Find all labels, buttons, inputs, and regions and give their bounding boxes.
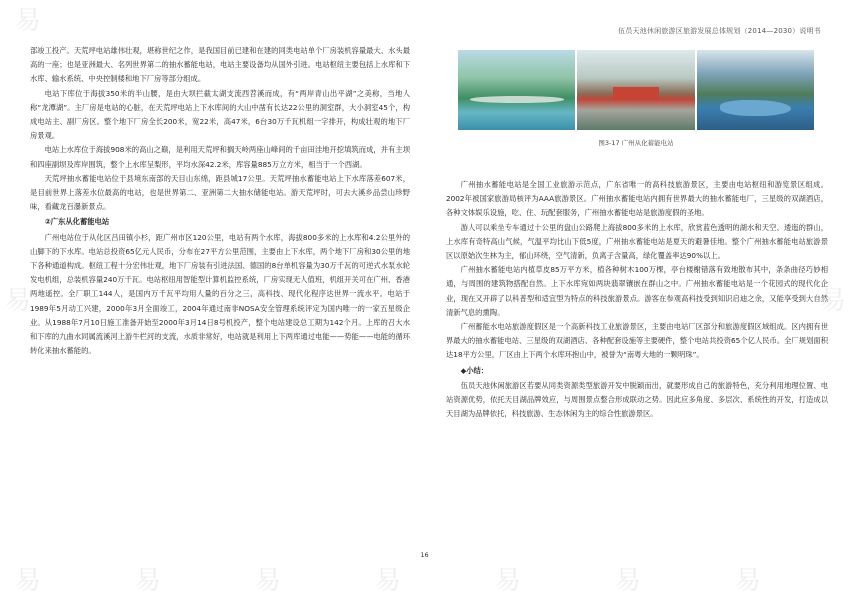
section-subheading: ◆小结： bbox=[460, 365, 489, 375]
dam-building-photo bbox=[577, 50, 694, 130]
left-column bbox=[30, 44, 410, 358]
paragraph: 电站下库位于海拔350米的半山腰，是由大坝拦截太湖支流西苕溪而成，有“两岸青山出平湖”之美称，当地人称“龙潭湖”。主厂房是电站的心脏，在天荒坪电站上下水库间的大山中凿有长达22公里的洞室群，大小洞室45个，构成电站主、副厂房区。整个地下厂房全长200米，宽22米，高47米，6台30万千瓦机组一字排开，构成壮观的地下厂房景观。 bbox=[30, 88, 410, 141]
watermark-glyph: 易 bbox=[15, 6, 42, 36]
watermark-glyph: 易 bbox=[5, 286, 32, 316]
watermark-glyph: 易 bbox=[735, 566, 762, 596]
figure-caption: 图3-17 广州从化蓄能电站 bbox=[598, 139, 674, 147]
paragraph: 广州抽水蓄能电站内植草皮85万平方米，植各种树木100万棵，亭台楼榭错落有致地散布其中，条条曲径巧妙相通，与周围的建筑物搭配自然。上下水库宛如两块翡翠镶嵌在群山之中。广州抽水蓄能电站是一个花园式的现代化企业，现在又开辟了以科普型和适宜型为特点的科技旅游景点。游客在参观高科技受到知识启迪之余，又能享受到大自然清新气息的熏陶。 bbox=[446, 265, 828, 317]
watermark-glyph: 易 bbox=[255, 566, 282, 596]
watermark-glyph: 易 bbox=[820, 286, 847, 316]
page-header: 伍员天池休闲旅游区旅游发展总体规划（2014—2030）说明书 bbox=[618, 27, 821, 35]
right-column bbox=[446, 178, 828, 421]
lake-landscape-photo bbox=[697, 50, 814, 130]
paragraph: 电站上水库位于海拔908米的高山之巅，是利用天荒坪和搁天岭两座山峰间的千亩田洼地开挖填筑而成，并有主坝和四座副坝及库岸围筑，整个上水库呈梨形，平均水深42.2米，库容量885万立方米，相当于一个西湖。 bbox=[30, 145, 410, 169]
watermark-glyph: 易 bbox=[15, 566, 42, 596]
paragraph: 部竣工投产。天荒坪电站雄伟壮观，堪称世纪之作，是我国目前已建和在建的同类电站单个厂房装机容量最大、水头最高的一座；也是亚洲最大、名列世界第二的抽水蓄能电站，电站主要设备均从国外引进。电站枢纽主要包括上水库和下水库、输水系统、中央控制楼和地下厂房等部分组成。 bbox=[30, 46, 410, 84]
page-number: 16 bbox=[420, 551, 429, 559]
watermark-glyph: 易 bbox=[135, 566, 162, 596]
paragraph: 游人可以乘坐专车通过十公里的盘山公路爬上海拔800多米的上水库，欣赏蓝色透明的湖水和天空、逶迤的群山，上水库有奇特高山气候，气温平均比山下低5度，广州抽水蓄能电站是夏天的避暑佳地。整个广州抽水蓄能电站旅游景区以原始次生林为主，郁山环绕，空气清新，负离子含量高，绿化覆盖率达90%以上。 bbox=[446, 222, 828, 261]
paragraph: 天荒坪抽水蓄能电站位于县境东南部的天目山东绵，距县城17公里。天荒坪抽水蓄能电站上下水库落差607米，是目前世界上落差水位最高的电站，也是世界第二、亚洲第二大抽水储能电站。游天荒坪时，可去大溪乡品尝山珍野味，看藏龙百瀑新景点。 bbox=[30, 173, 410, 212]
paragraph: 广州抽水蓄能电站是全国工业旅游示范点，广东省唯一的高科技旅游景区，主要由电站枢纽和游览景区组成。2002年被国家旅游局核评为AAA旅游景区。广州抽水蓄能电站内拥有世界最大的抽水蓄能电厂，三星级的双湖酒店，各种文体娱乐设施，吃、住、玩配套服务，广州抽水蓄能电站是旅游度假的圣地。 bbox=[446, 180, 828, 218]
paragraph: 广州蓄能水电站旅游度假区是一个高新科技工业旅游景区，主要由电站厂区部分和旅游度假区域组成。区内拥有世界最大的抽水蓄能电站、三星级的双湖酒店、各种配套设施等主要硬件，整个电站共投资65个亿人民币。全厂规划面积达18平方公里，厂区由上下两个水库环抱山中，被誉为“南粤大地的一颗明珠”。 bbox=[446, 322, 828, 360]
paragraph: 伍员天池休闲旅游区若要从同类资源类型旅游开发中脱颖而出，就要形成自己的旅游特色，充分利用地理位置、电站资源优势，依托天目湖品牌效应，与周围景点整合形成联动之势。因此应多角度、多层次、系统性的开发，打造成以天目湖为品牌依托，科技旅游、生态休闲为主的综合性旅游景区。 bbox=[446, 380, 828, 419]
paragraph: 广州电站位于从化区吕田镇小杉，距广州市区120公里，电站有两个水库，海拔800多米的上水库和4.2公里外的山脚下的下水库。电站总投资65亿元人民币，分布在27平方公里范围，主要由上下水库，两个地下厂房和30公里的地下各种通道构成。枢纽工程十分宏伟壮观，地下厂房装有引进法国、德国的8台单机容量为30万千瓦的可逆式水泵水轮发电机组，总装机容量240万千瓦。电站枢纽用智能型计算机监控系统，厂房实现无人值班，机组开关可在广州、香港两地遥控。全厂职工144人，是国内万千瓦平均用人量的百分之三，高科技、现代化程序达世界一流水平。电站于1989年5月动工兴建，2000年3月全面竣工，2004年通过南非NOSA安全管理系统评定为国内唯一的一家五星级企业。从1988年7月10日施工准备开始至2000年3月14日8号机投产，整个电站建设总工期为142个月。上库的召大水和下库的九曲水同属流溪河上游牛栏河的支流，水质非常好，电站就是利用上下两库通过电能——势能——电能的循环转化来抽水蓄能的。 bbox=[30, 232, 410, 356]
photo-strip bbox=[458, 50, 814, 130]
watermark-glyph: 易 bbox=[375, 566, 402, 596]
watermark-glyph: 易 bbox=[615, 566, 642, 596]
watermark-glyph: 易 bbox=[495, 566, 522, 596]
section-subheading: ②广东从化蓄能电站 bbox=[44, 217, 110, 227]
reservoir-photo bbox=[458, 50, 575, 130]
